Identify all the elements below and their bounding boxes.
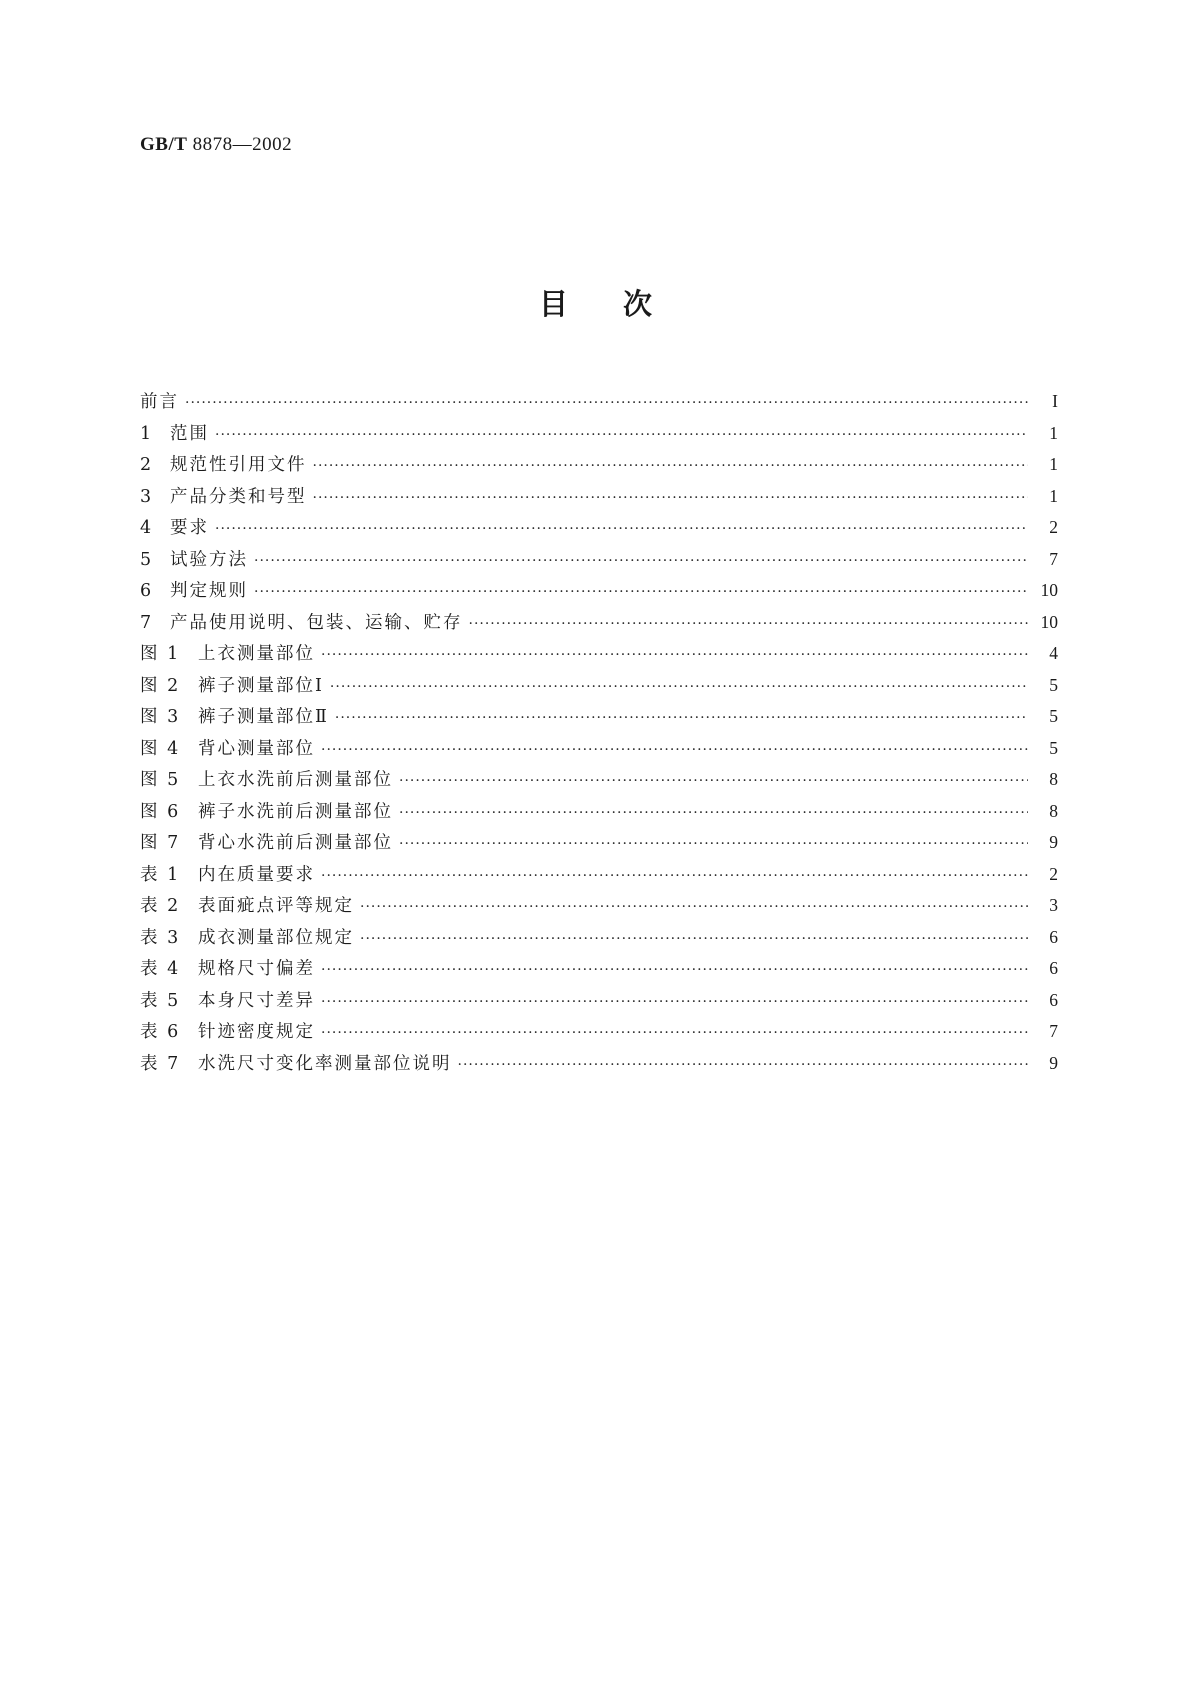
toc-entry-title: 上衣水洗前后测量部位 <box>198 770 393 790</box>
toc-entry[interactable] <box>140 544 1058 576</box>
code-number: 8878—2002 <box>192 134 293 155</box>
toc-entry[interactable] <box>140 512 1058 544</box>
toc-leader <box>185 388 1028 420</box>
toc-label <box>140 1017 321 1049</box>
toc-leader <box>335 703 1028 735</box>
toc-entry[interactable] <box>140 575 1058 607</box>
toc-entry-title: 成衣测量部位规定 <box>198 927 354 948</box>
toc-leader <box>330 672 1028 704</box>
toc-figure-number: 图 2 <box>140 675 181 696</box>
toc-table-number: 表 1 <box>140 864 181 885</box>
toc-page-number: 5 <box>1049 674 1058 695</box>
toc-entry[interactable] <box>140 922 1058 954</box>
toc-entry[interactable] <box>140 449 1058 481</box>
toc-entry-title: 产品使用说明、包装、运输、贮存 <box>170 612 463 633</box>
toc-entry[interactable] <box>140 1016 1058 1048</box>
toc-page-number: 7 <box>1049 548 1058 569</box>
toc-title: 目次 <box>538 287 707 321</box>
toc-leader <box>321 735 1028 767</box>
toc-entry[interactable] <box>140 1048 1058 1080</box>
toc-section-number: 7 <box>140 612 154 633</box>
toc-entry-title: 背心测量部位 <box>198 738 315 759</box>
toc-leader <box>399 829 1028 861</box>
toc-entry[interactable] <box>140 638 1058 670</box>
toc-label <box>140 1049 458 1081</box>
toc-entry[interactable] <box>140 764 1058 796</box>
toc-entry[interactable] <box>140 796 1058 828</box>
table-of-contents <box>140 386 1058 1079</box>
toc-page-number: 1 <box>1049 454 1058 474</box>
toc-label <box>140 482 313 514</box>
toc-leader <box>254 546 1028 578</box>
toc-label <box>140 513 215 545</box>
toc-section-number: 4 <box>140 518 154 538</box>
toc-label <box>140 387 185 419</box>
toc-label <box>140 954 321 986</box>
toc-entry-title: 上衣测量部位 <box>198 644 315 664</box>
toc-entry[interactable] <box>140 859 1058 891</box>
toc-leader <box>254 577 1028 609</box>
toc-figure-number: 图 4 <box>140 738 181 759</box>
toc-entry-title: 规范性引用文件 <box>170 455 307 475</box>
toc-table-number: 表 2 <box>140 896 181 916</box>
toc-entry-title: 产品分类和号型 <box>170 486 307 507</box>
toc-table-number: 表 5 <box>140 990 181 1011</box>
toc-entry[interactable] <box>140 701 1058 733</box>
toc-leader <box>360 924 1028 956</box>
toc-entry-title: 试验方法 <box>170 549 248 570</box>
toc-leader <box>399 766 1028 798</box>
toc-page-number: 1 <box>1049 485 1058 506</box>
toc-leader <box>458 1050 1029 1082</box>
toc-page-number: 2 <box>1049 863 1058 884</box>
toc-label <box>140 576 254 608</box>
toc-label <box>140 671 330 703</box>
toc-label <box>140 923 360 955</box>
toc-label <box>140 419 215 451</box>
toc-entry[interactable] <box>140 386 1058 418</box>
toc-leader <box>321 987 1028 1019</box>
toc-page-number: I <box>1052 391 1058 411</box>
toc-entry[interactable] <box>140 670 1058 702</box>
toc-entry-title: 表面疵点评等规定 <box>198 896 354 916</box>
toc-leader <box>321 640 1028 672</box>
toc-label <box>140 545 254 577</box>
toc-section-number: 1 <box>140 423 154 444</box>
toc-entry-title: 内在质量要求 <box>198 864 315 885</box>
toc-label <box>140 891 360 923</box>
toc-entry[interactable] <box>140 953 1058 985</box>
toc-page-number: 9 <box>1049 832 1058 852</box>
toc-leader <box>360 892 1028 924</box>
toc-figure-number: 图 7 <box>140 833 181 853</box>
toc-page-number: 4 <box>1049 643 1058 663</box>
toc-entry-title: 要求 <box>170 518 209 538</box>
toc-page-number: 1 <box>1049 422 1058 443</box>
toc-leader <box>313 483 1029 515</box>
toc-figure-number: 图 5 <box>140 770 181 790</box>
toc-figure-number: 图 3 <box>140 707 181 727</box>
toc-entry-title: 裤子水洗前后测量部位 <box>198 801 393 822</box>
toc-entry[interactable] <box>140 733 1058 765</box>
toc-leader <box>215 420 1028 452</box>
toc-entry[interactable] <box>140 890 1058 922</box>
toc-page-number: 10 <box>1040 611 1058 632</box>
toc-table-number: 表 7 <box>140 1053 181 1074</box>
toc-entry-title: 前言 <box>140 392 179 412</box>
toc-leader <box>321 1018 1028 1050</box>
toc-figure-number: 图 1 <box>140 644 181 664</box>
toc-leader <box>321 861 1028 893</box>
toc-entry-title: 判定规则 <box>170 581 248 601</box>
toc-page-number: 6 <box>1049 989 1058 1010</box>
toc-leader <box>313 451 1029 483</box>
toc-entry[interactable] <box>140 481 1058 513</box>
toc-section-number: 3 <box>140 486 154 507</box>
toc-section-number: 2 <box>140 455 154 475</box>
toc-entry-title: 裤子测量部位Ⅰ <box>198 675 324 696</box>
toc-entry-title: 背心水洗前后测量部位 <box>198 833 393 853</box>
toc-entry[interactable] <box>140 827 1058 859</box>
toc-leader <box>215 514 1028 546</box>
toc-entry-title: 规格尺寸偏差 <box>198 959 315 979</box>
toc-entry[interactable] <box>140 607 1058 639</box>
toc-page-number: 8 <box>1049 800 1058 821</box>
toc-entry-title: 针迹密度规定 <box>198 1022 315 1042</box>
toc-section-number: 6 <box>140 581 154 601</box>
toc-entry-title: 水洗尺寸变化率测量部位说明 <box>198 1053 452 1074</box>
toc-page-number: 6 <box>1049 958 1058 978</box>
toc-section-number: 5 <box>140 549 154 570</box>
toc-label <box>140 828 399 860</box>
toc-label <box>140 608 469 640</box>
toc-label <box>140 860 321 892</box>
toc-leader <box>399 798 1028 830</box>
toc-label <box>140 639 321 671</box>
toc-table-number: 表 6 <box>140 1022 181 1042</box>
toc-page-number: 2 <box>1049 517 1058 537</box>
toc-page-number: 6 <box>1049 926 1058 947</box>
toc-table-number: 表 3 <box>140 927 181 948</box>
toc-table-number: 表 4 <box>140 959 181 979</box>
toc-page-number: 3 <box>1049 895 1058 915</box>
toc-leader <box>469 609 1029 641</box>
toc-page-number: 5 <box>1049 737 1058 758</box>
toc-entry-title: 范围 <box>170 423 209 444</box>
toc-leader <box>321 955 1028 987</box>
toc-page-number: 9 <box>1049 1052 1058 1073</box>
toc-label <box>140 986 321 1018</box>
toc-page-number: 7 <box>1049 1021 1058 1041</box>
document-code <box>140 134 292 156</box>
toc-label <box>140 450 313 482</box>
toc-entry[interactable] <box>140 985 1058 1017</box>
toc-page-number: 5 <box>1049 706 1058 726</box>
toc-entry-title: 裤子测量部位Ⅱ <box>198 707 329 727</box>
toc-label <box>140 702 335 734</box>
toc-label <box>140 734 321 766</box>
code-prefix: GB/T <box>140 134 188 155</box>
toc-entry-title: 本身尺寸差异 <box>198 990 315 1011</box>
toc-label <box>140 765 399 797</box>
toc-page-number: 10 <box>1040 580 1058 600</box>
toc-label <box>140 797 399 829</box>
toc-entry[interactable] <box>140 418 1058 450</box>
toc-page-number: 8 <box>1049 769 1058 789</box>
toc-figure-number: 图 6 <box>140 801 181 822</box>
